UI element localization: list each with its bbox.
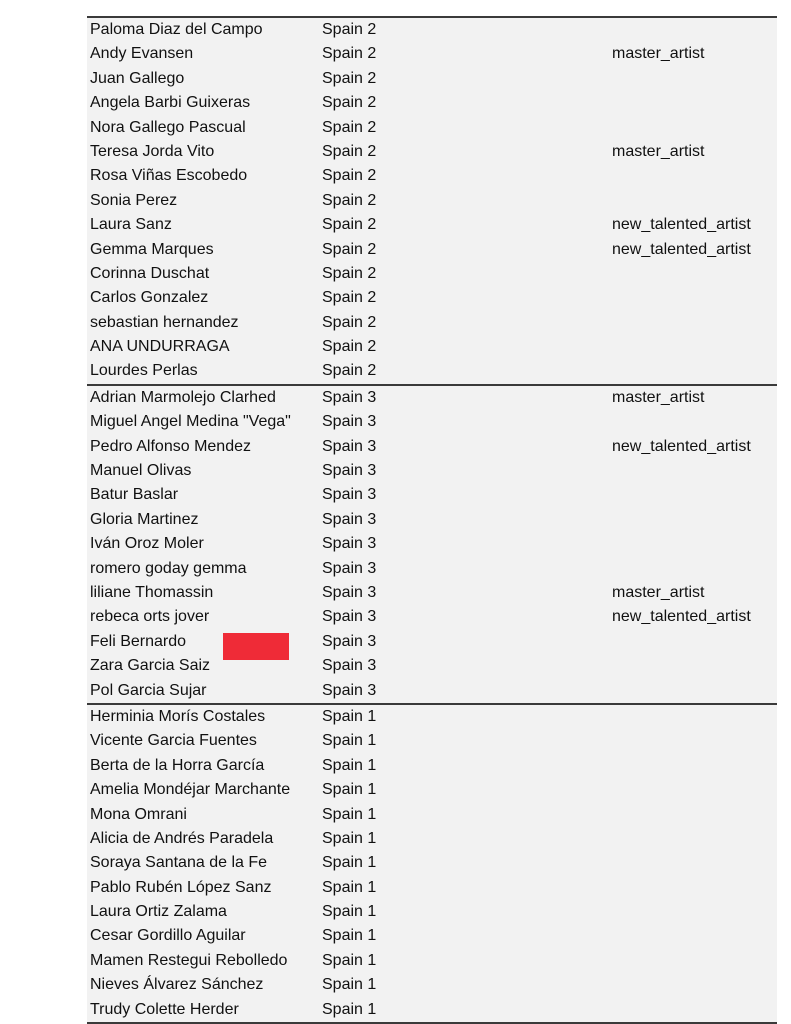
artist-name: Nora Gallego Pascual xyxy=(90,118,246,136)
artist-name: romero goday gemma xyxy=(90,559,247,577)
artist-group-label: Spain 3 xyxy=(322,535,377,553)
table-row xyxy=(87,949,777,973)
table-row xyxy=(87,311,777,335)
artist-group-label: Spain 2 xyxy=(322,216,377,234)
artist-name: Alicia de Andrés Paradela xyxy=(90,829,274,847)
artist-group-label: Spain 2 xyxy=(322,313,377,331)
artist-name: Gemma Marques xyxy=(90,240,214,258)
table-row xyxy=(87,164,777,188)
artist-tag: new_talented_artist xyxy=(612,608,751,626)
table-row xyxy=(87,18,777,42)
artist-name: Amelia Mondéjar Marchante xyxy=(90,781,291,799)
artist-tag: master_artist xyxy=(612,583,705,601)
artist-name: Trudy Colette Herder xyxy=(90,1000,239,1018)
table-row xyxy=(87,729,777,753)
artist-group xyxy=(87,386,777,705)
artist-name: Pedro Alfonso Mendez xyxy=(90,437,251,455)
artist-group-label: Spain 3 xyxy=(322,559,377,577)
artist-group-label: Spain 3 xyxy=(322,583,377,601)
artist-group-label: Spain 2 xyxy=(322,69,377,87)
table-row xyxy=(87,803,777,827)
table-row xyxy=(87,679,777,703)
table-row xyxy=(87,630,777,654)
artist-name: Pablo Rubén López Sanz xyxy=(90,878,272,896)
table-row xyxy=(87,851,777,875)
table-row xyxy=(87,876,777,900)
table-row xyxy=(87,91,777,115)
artist-tag: master_artist xyxy=(612,388,705,406)
artist-name: rebeca orts jover xyxy=(90,608,210,626)
artist-tag: master_artist xyxy=(612,142,705,160)
artist-group-label: Spain 3 xyxy=(322,486,377,504)
artist-group-label: Spain 2 xyxy=(322,289,377,307)
artist-name: Berta de la Horra García xyxy=(90,756,265,774)
artist-group-label: Spain 2 xyxy=(322,45,377,63)
artist-name: Vicente Garcia Fuentes xyxy=(90,732,257,750)
artist-group-label: Spain 3 xyxy=(322,437,377,455)
artist-name: ANA UNDURRAGA xyxy=(90,338,230,356)
artist-group-label: Spain 1 xyxy=(322,732,377,750)
artist-group-label: Spain 1 xyxy=(322,805,377,823)
artist-name: Laura Sanz xyxy=(90,216,172,234)
table-row xyxy=(87,410,777,434)
artist-name: Lourdes Perlas xyxy=(90,362,198,380)
table-row xyxy=(87,335,777,359)
artist-name: Manuel Olivas xyxy=(90,462,192,480)
artist-group-label: Spain 2 xyxy=(322,94,377,112)
artist-table xyxy=(87,16,777,1024)
artist-group-label: Spain 3 xyxy=(322,681,377,699)
artist-group-label: Spain 1 xyxy=(322,756,377,774)
artist-group-label: Spain 1 xyxy=(322,854,377,872)
table-row xyxy=(87,435,777,459)
table-row xyxy=(87,42,777,66)
table-row xyxy=(87,532,777,556)
artist-name: Mamen Restegui Rebolledo xyxy=(90,951,288,969)
artist-group-label: Spain 2 xyxy=(322,142,377,160)
artist-group-label: Spain 1 xyxy=(322,951,377,969)
artist-name: Cesar Gordillo Aguilar xyxy=(90,927,246,945)
table-row xyxy=(87,213,777,237)
artist-name: Andy Evansen xyxy=(90,45,194,63)
table-row xyxy=(87,754,777,778)
table-row xyxy=(87,654,777,678)
artist-group-label: Spain 1 xyxy=(322,927,377,945)
table-row xyxy=(87,973,777,997)
artist-group-label: Spain 2 xyxy=(322,338,377,356)
artist-name: Pol Garcia Sujar xyxy=(90,681,207,699)
artist-group xyxy=(87,705,777,1024)
artist-name: Zara Garcia Saiz xyxy=(90,657,211,675)
table-row xyxy=(87,778,777,802)
artist-name: Paloma Diaz del Campo xyxy=(90,21,263,38)
artist-name: Carlos Gonzalez xyxy=(90,289,209,307)
artist-group-label: Spain 1 xyxy=(322,829,377,847)
artist-group-label: Spain 3 xyxy=(322,632,377,650)
artist-tag: new_talented_artist xyxy=(612,240,751,258)
artist-group-label: Spain 1 xyxy=(322,878,377,896)
artist-group-label: Spain 2 xyxy=(322,21,377,38)
table-row xyxy=(87,924,777,948)
artist-name: Gloria Martinez xyxy=(90,510,199,528)
artist-group-label: Spain 1 xyxy=(322,976,377,994)
artist-group-label: Spain 1 xyxy=(322,1000,377,1018)
artist-tag: new_talented_artist xyxy=(612,437,751,455)
artist-name: Mona Omrani xyxy=(90,805,187,823)
artist-name: Nieves Álvarez Sánchez xyxy=(90,976,264,994)
table-row xyxy=(87,900,777,924)
table-row xyxy=(87,508,777,532)
table-row xyxy=(87,827,777,851)
artist-group-label: Spain 3 xyxy=(322,462,377,480)
artist-name: Adrian Marmolejo Clarhed xyxy=(90,388,276,406)
table-row xyxy=(87,705,777,729)
table-row xyxy=(87,67,777,91)
artist-group-label: Spain 2 xyxy=(322,118,377,136)
table-row xyxy=(87,286,777,310)
artist-group-label: Spain 1 xyxy=(322,781,377,799)
artist-group-label: Spain 3 xyxy=(322,510,377,528)
artist-group-label: Spain 1 xyxy=(322,903,377,921)
table-row xyxy=(87,189,777,213)
artist-name: Feli Bernardo xyxy=(90,632,187,650)
artist-group-label: Spain 2 xyxy=(322,240,377,258)
artist-group-label: Spain 2 xyxy=(322,264,377,282)
artist-group-label: Spain 1 xyxy=(322,707,377,725)
artist-group xyxy=(87,18,777,386)
artist-group-label: Spain 2 xyxy=(322,362,377,380)
artist-tag: master_artist xyxy=(612,45,705,63)
artist-group-label: Spain 3 xyxy=(322,657,377,675)
artist-name: Miguel Angel Medina "Vega" xyxy=(90,413,291,431)
table-row xyxy=(87,605,777,629)
artist-name: Teresa Jorda Vito xyxy=(90,142,215,160)
table-row xyxy=(87,140,777,164)
table-row xyxy=(87,581,777,605)
artist-name: liliane Thomassin xyxy=(90,583,214,601)
artist-name: Iván Oroz Moler xyxy=(90,535,204,553)
artist-name: Batur Baslar xyxy=(90,486,179,504)
artist-name: Angela Barbi Guixeras xyxy=(90,94,251,112)
table-row xyxy=(87,238,777,262)
artist-name: Rosa Viñas Escobedo xyxy=(90,167,248,185)
artist-group-label: Spain 3 xyxy=(322,413,377,431)
artist-name: Laura Ortiz Zalama xyxy=(90,903,227,921)
table-row xyxy=(87,557,777,581)
artist-name: Soraya Santana de la Fe xyxy=(90,854,268,872)
artist-name: sebastian hernandez xyxy=(90,313,239,331)
table-row xyxy=(87,386,777,410)
artist-name: Corinna Duschat xyxy=(90,264,210,282)
artist-tag: new_talented_artist xyxy=(612,216,751,234)
artist-name: Herminia Morís Costales xyxy=(90,707,266,725)
table-row xyxy=(87,359,777,383)
table-row xyxy=(87,998,777,1022)
table-row xyxy=(87,116,777,140)
table-row xyxy=(87,262,777,286)
artist-name: Sonia Perez xyxy=(90,191,178,209)
artist-group-label: Spain 3 xyxy=(322,608,377,626)
artist-group-label: Spain 3 xyxy=(322,388,377,406)
artist-name: Juan Gallego xyxy=(90,69,185,87)
table-row xyxy=(87,483,777,507)
artist-group-label: Spain 2 xyxy=(322,167,377,185)
table-row xyxy=(87,459,777,483)
artist-group-label: Spain 2 xyxy=(322,191,377,209)
